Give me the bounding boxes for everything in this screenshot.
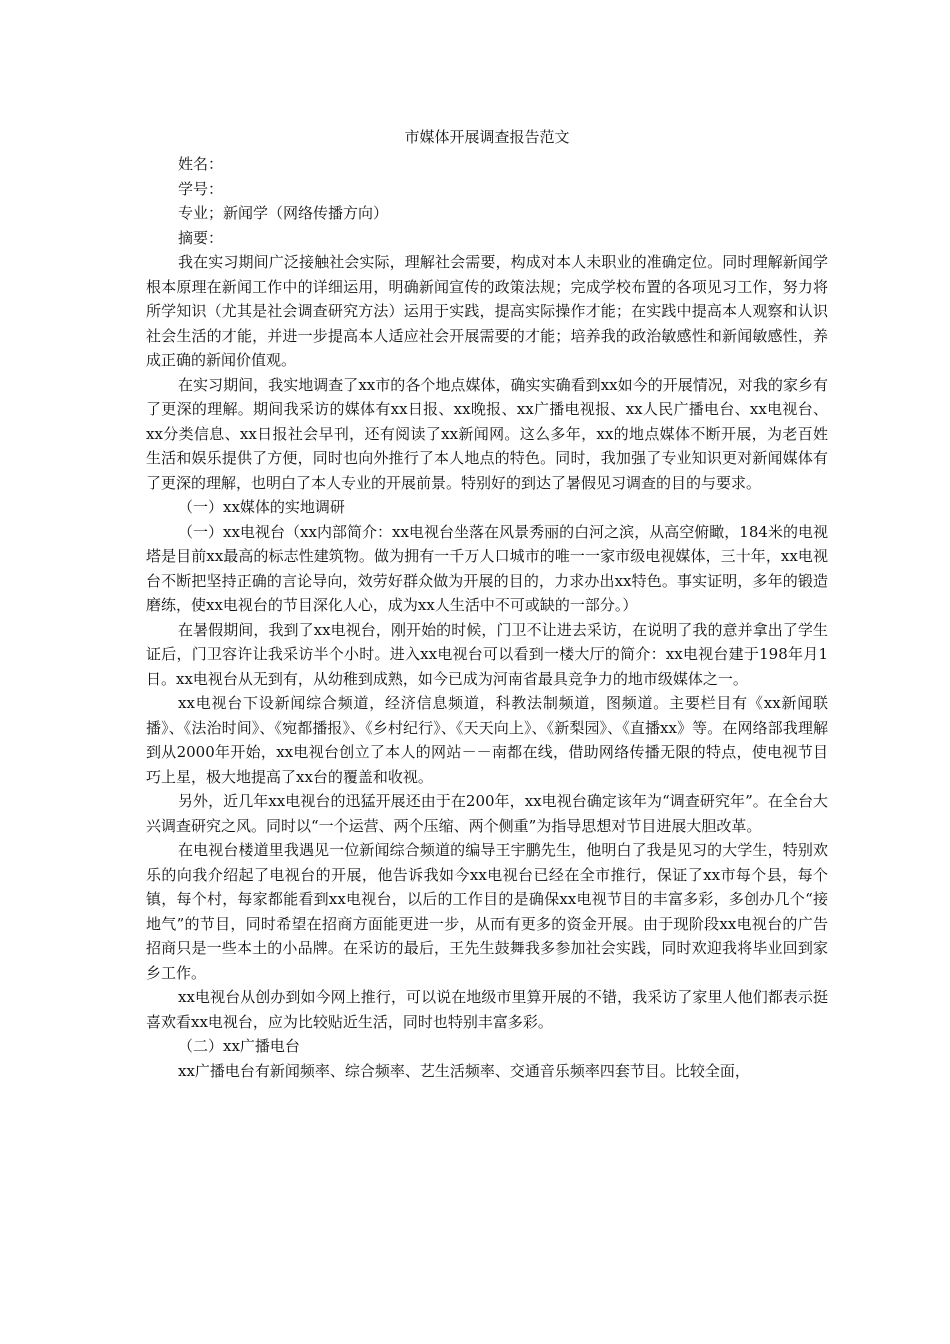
paragraph-intro: 在实习期间，我实地调查了xx市的各个地点媒体，确实实确看到xx如今的开展情况，对我的家乡有了更深的理解。期间我采访的媒体有xx日报、xx晚报、xx广播电视报、xx人民广播电台、xx电视台、xx分类信息、xx日报社会早刊，还有阅读了xx新闻网。这么多年，xx的地点媒体不断开展，为老百姓生活和娱乐提供了方便，同时也向外推行了本人地点的特色。同时，我加强了专业知识更对新闻媒体有了更深的理解，也明白了本人专业的开展前景。特别好的到达了暑假见习调查的目的与要求。: [146, 375, 828, 492]
section-heading-radio-station: （二）xx广播电台: [178, 1037, 300, 1055]
paragraph-tv-visit: 在暑假期间，我到了xx电视台，刚开始的时候，门卫不让进去采访，在说明了我的意并拿出了学生证后，门卫容许让我采访半个小时。进入xx电视台可以看到一楼大厅的简介：xx电视台建于198年月1日。xx电视台从无到有，从幼稚到成熟，如今已成为河南省最具竞争力的地市级媒体之一。: [146, 620, 828, 688]
paragraph-radio-station: xx广播电台有新闻频率、综合频率、艺生活频率、交通音乐频率四套节目。比较全面，: [178, 1061, 750, 1080]
document-title: 市媒体开展调查报告范文: [404, 128, 570, 146]
meta-student-id-line: 学号：: [178, 179, 224, 198]
section-heading-media-survey: （一）xx媒体的实地调研: [178, 498, 345, 516]
meta-major-line: 专业；新闻学（网络传播方向）: [178, 204, 389, 222]
paragraph-tv-interview: 在电视台楼道里我遇见一位新闻综合频道的编导王宇鹏先生，他明白了我是见习的大学生，特别欢乐的向我介绍起了电视台的开展，他告诉我如今xx电视台已经在全市推行，保证了xx市每个县，每个镇，每个村，每家都能看到xx电视台，以后的工作目的是确保xx电视节目的丰富多彩，多创办几个“接地气”的节目，同时希望在招商方面能更进一步，从而有更多的资金开展。由于现阶段xx电视台的广告招商只是一些本土的小品牌。在采访的最后，王先生鼓舞我多参加社会实践，同时欢迎我将毕业回到家乡工作。: [146, 841, 828, 982]
document-page: [146, 124, 828, 1083]
meta-name-line: 姓名：: [178, 155, 224, 173]
paragraph-tv-research-year: 另外，近几年xx电视台的迅猛开展还由于在200年，xx电视台确定该年为“调查研究年”。在全台大兴调查研究之风。同时以“一个运营、两个压缩、两个侧重”为指导思想对节目进展大胆改革。: [146, 792, 828, 835]
paragraph-tv-summary: xx电视台从创办到如今网上推行，可以说在地级市里算开展的不错，我采访了家里人他们都表示挺喜欢看xx电视台，应为比较贴近生活，同时也特别丰富多彩。: [146, 988, 828, 1031]
paragraph-tv-channels: xx电视台下设新闻综合频道，经济信息频道，科教法制频道，图频道。主要栏目有《xx新闻联播》、《法治时间》、《宛都播报》、《乡村纪行》、《天天向上》、《新梨园》、《直播xx》等。在网络部我理解到从2000年开始，xx电视台创立了本人的网站－－南都在线，借助网络传播无限的特点，使电视节目巧上星，极大地提高了xx台的覆盖和收视。: [146, 694, 828, 786]
paragraph-tv-station-intro: （一）xx电视台（xx内部简介：xx电视台坐落在风景秀丽的白河之滨，从高空俯瞰，184米的电视塔是目前xx最高的标志性建筑物。做为拥有一千万人口城市的唯一一家市级电视媒体，三十年，xx电视台不断把坚持正确的言论导向，效劳好群众做为开展的目的，力求办出xx特色。事实证明，多年的锻造磨练，使xx电视台的节目深化人心，成为xx人生活中不可或缺的一部分。）: [146, 522, 828, 614]
paragraph-abstract: 我在实习期间广泛接触社会实际，理解社会需要，构成对本人未职业的准确定位。同时理解新闻学根本原理在新闻工作中的详细运用，明确新闻宣传的政策法规；完成学校布置的各项见习工作，努力将所学知识（尤其是社会调查研究方法）运用于实践，提高实际操作才能；在实践中提高本人观察和认识社会生活的才能，并进一步提高本人适应社会开展需要的才能；培养我的政治敏感性和新闻敏感性，养成正确的新闻价值观。: [146, 253, 828, 369]
meta-abstract-label: 摘要：: [178, 228, 224, 247]
